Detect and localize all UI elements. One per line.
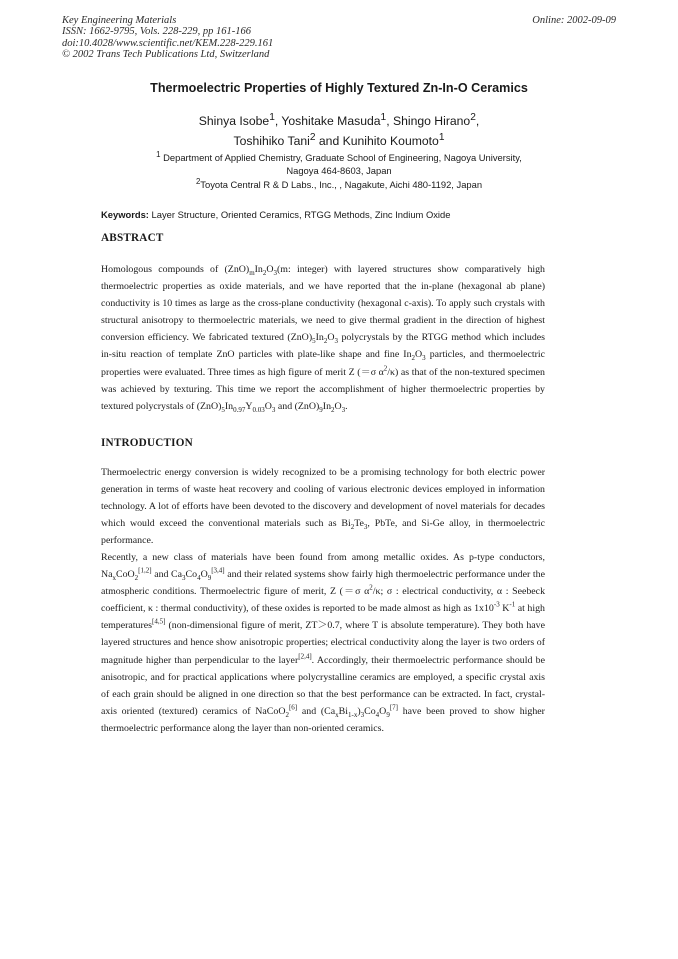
issn-line: ISSN: 1662-9795, Vols. 228-229, pp 161-166	[62, 26, 251, 38]
introduction-paragraph-2: Recently, a new class of materials have been found from among metallic oxides. As p-type conductors, $Na_xCoO_2[1,2]$ and $Ca_3Co_4O_9[3,4]$ and their related systems show fairly high thermoelectric performance under the atmospheric conditions. Thermoelectric figure of merit, Z (＝σ $\alpha^2/\kappa$; σ : electrical conductivity, α : Seebeck coefficient, κ : thermal conductivity), of these oxides is reported to be made almost as high as $1x10^{-3}$ $K^{-1}$ at high temperatures[4,5] (non-dimensional figure of merit, ZT＞0.7, where T is absolute temperature). They both have layered structures and hence show anisotropic properties; electrical conductivity along the layer is two orders of magnitude higher than perpendicular to the layer[2,4]. Accordingly, their thermoelectric performance should be anisotropic, and for practical applications where polycrystalline ceramics are employed, a specific crystal axis of each grain should be aligned in one direction so that the best performance can be extracted. In fact, crystal-axis oriented (textured) ceramics of NaCoO$_2$[6] and $(Ca_xBi_{1-x})_3Co_4O_9[7]$ have been proved to show higher thermoelectric performance along the layer than non-oriented ceramics.	[101, 552, 546, 734]
author-list	[0, 110, 678, 149]
keywords-list: Layer Structure, Oriented Ceramics, RTGG Methods, Zinc Indium Oxide	[148, 209, 451, 220]
citation-ref: [7]	[389, 703, 398, 712]
affiliation-1: $^1$ Department of Applied Chemistry, Graduate School of Engineering, Nagoya University, Nagoya 464-8603, Japan	[156, 150, 522, 176]
copyright-line: © 2002 Trans Tech Publications Ltd, Switzerland	[62, 49, 270, 61]
abstract-body: Homologous compounds of $(ZnO)_mIn_2O_3(m$: integer) with layered structures show comparatively high thermoelectric properties as oxide materials, and we have reported that the in-plane (hexagonal ab plane) conductivity is 10 times as large as the cross-plane conductivity (hexagonal c-axis). To apply such crystals with structural anisotropy to thermoelectric materials, we need to give thermal gradient in the direction of highest conversion efficiency. We fabricated textured $(ZnO)_5In_2O_3$ polycrystals by the RTGG method which includes in-situ reaction of template ZnO particles with plate-like shape and fine $In_2O_3$ particles, and thermoelectric properties were evaluated. Three times as high figure of merit Z (＝σ $\alpha^2/\kappa$) as that of the non-textured specimen was achieved by texturing. This time we report the accomplishment of higher thermoelectric properties by textured polycrystals of $(ZnO)_5In_{0.97}Y_{0.03}O_3$ and $(ZnO)_9In_2O_3$.	[101, 264, 545, 414]
keywords	[101, 209, 450, 220]
paper-title: Thermoelectric Properties of Highly Textured Zn-In-O Ceramics	[150, 81, 528, 95]
citation-ref: [2,4]	[298, 652, 312, 661]
citation-ref: [4,5]	[152, 618, 166, 627]
introduction-paragraph-1: Thermoelectric energy conversion is widely recognized to be a promising technology for both electric power generation in terms of waste heat recovery and cooling of various electronic devices employed in information technology. A lot of efforts have been devoted to the discovery and development of novel materials for decades which would exceed the conventional materials such as $Bi_2Te_3$, PbTe, and Si-Ge alloy, in thermoelectric performance.	[101, 467, 545, 547]
journal-name: Key Engineering Materials	[62, 15, 177, 26]
citation-ref: [3,4]	[211, 566, 225, 575]
abstract-heading: ABSTRACT	[101, 232, 164, 244]
introduction-heading: INTRODUCTION	[101, 437, 193, 449]
online-date: Online: 2002-09-09	[532, 15, 616, 26]
citation-ref: [6]	[288, 703, 298, 712]
author-line-1: Shinya Isobe$^1$, Yoshitake Masuda$^1$, Shingo Hirano$^2$,	[198, 112, 480, 129]
keywords-label: Keywords:	[101, 209, 149, 220]
journal-header	[62, 15, 273, 61]
doi-line: doi:10.4028/www.scientific.net/KEM.228-229.161	[62, 37, 274, 49]
author-line-2: Toshihiko Tani$^2$ and Kunihito Koumoto$^1$	[233, 131, 445, 148]
affiliation-2: $^2$Toyota Central R & D Labs., Inc., , Nagakute, Aichi 480-1192, Japan	[195, 177, 483, 191]
citation-ref: [1,2]	[138, 566, 152, 575]
